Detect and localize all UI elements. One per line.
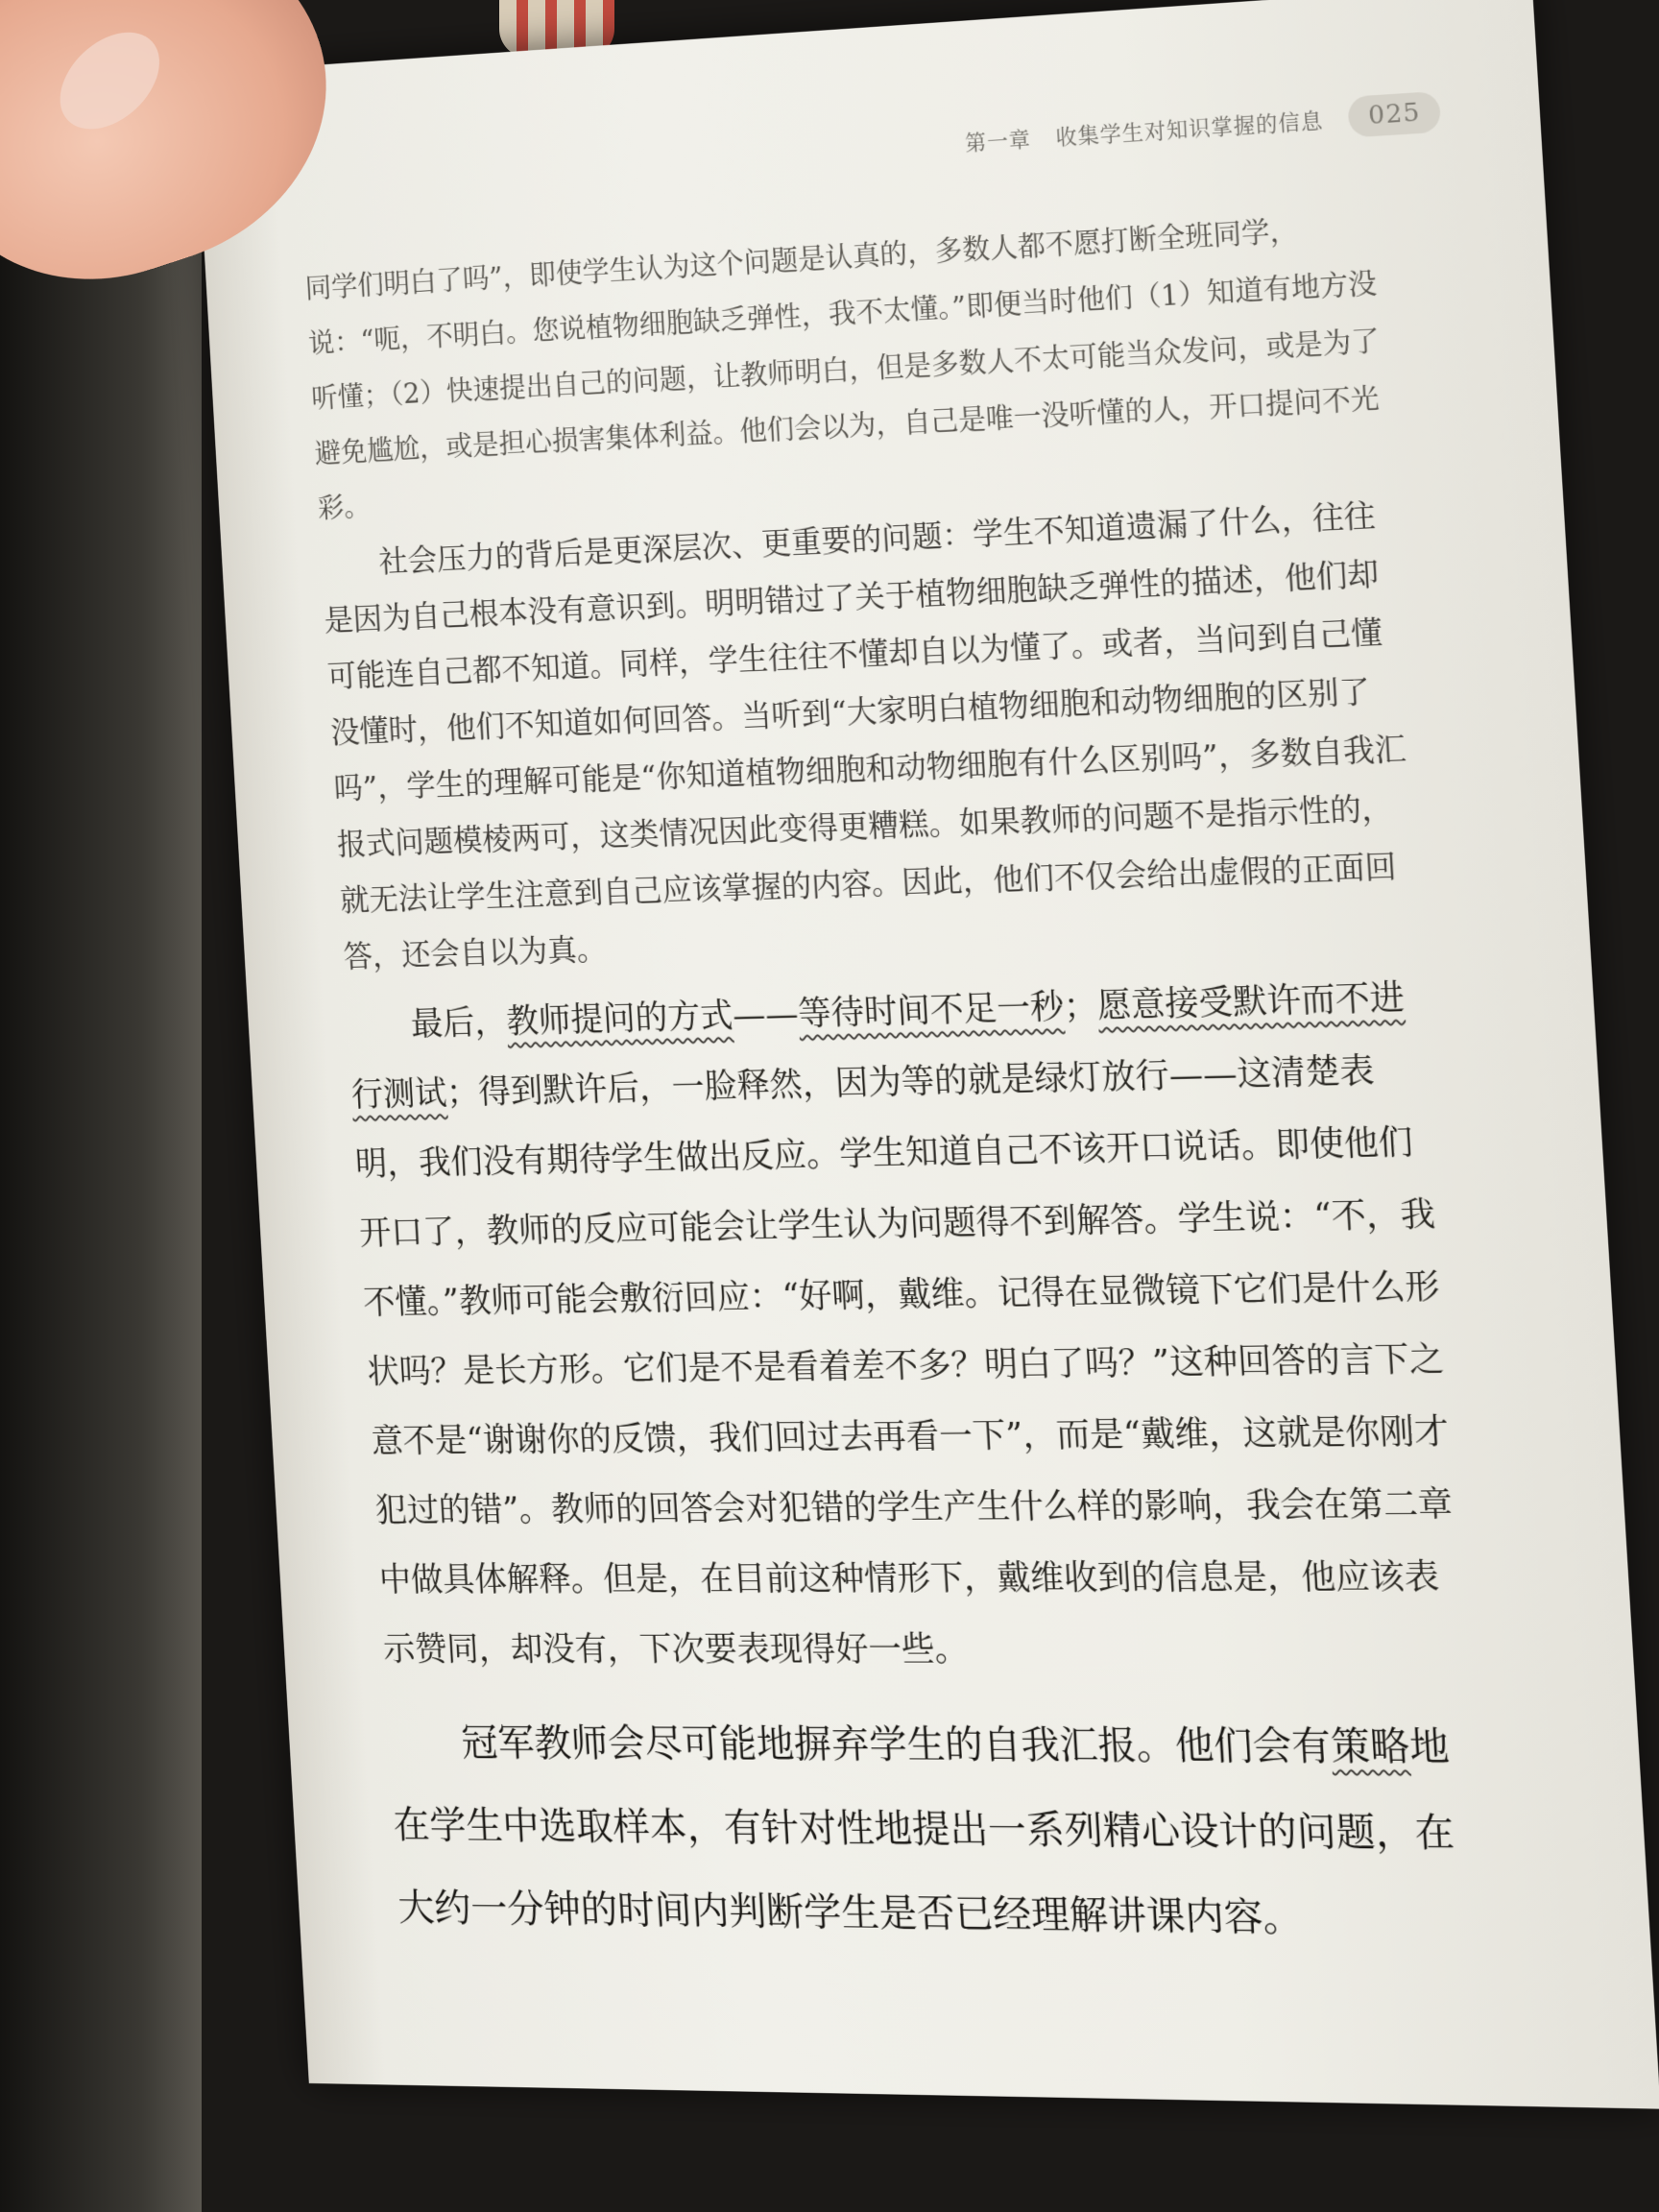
- paragraph-3: [346, 962, 1465, 1687]
- underlined-word: 策略: [1329, 1723, 1411, 1770]
- body-text: [303, 198, 1481, 1963]
- underlined-phrase-1: 教师提问的方式: [505, 997, 734, 1042]
- paragraph-1: 同学们明白了吗”，即使学生认为这个问题是认真的，多数人都不愿打断全班同学，说：“呃，不明白。您说植物细胞缺乏弹性，我不太懂。”即便当时他们（1）知道有地方没听懂；（2）快速提出自己的问题，让教师明白，但是多数人不太可能当众发问，或是为了避免尴尬，或是担心损害集体利益。他们会以为，自己是唯一没听懂的人，开口提问不光彩。: [303, 214, 1381, 525]
- book-page-wrapper: [194, 0, 1659, 2109]
- paragraph-2: 社会压力的背后是更深层次、更重要的问题：学生不知道遗漏了什么，往往是因为自己根本没有意识到。明明错过了关于植物细胞缺乏弹性的描述，他们却可能连自己都不知道。同样，学生往往不懂却自以为懂了。或者，当问到自己懂没懂时，他们不知道如何回答。当听到“大家明白植物细胞和动物细胞的区别了吗”，学生的理解可能是“你知道植物细胞和动物细胞有什么区别吗”，多数自我汇报式问题模棱两可，这类情况因此变得更糟糕。如果教师的问题不是指示性的，就无法让学生注意到自己应该掌握的内容。因此，他们不仅会给出虚假的正面回答，还会自以为真。: [323, 496, 1407, 974]
- left-page-edge: [0, 221, 202, 2212]
- book-page: [194, 0, 1659, 2109]
- p3-lead: 最后，: [409, 1003, 508, 1045]
- p4-lead: 冠军教师会尽可能地摒弃学生的自我汇报。他们会有: [460, 1720, 1333, 1769]
- underlined-phrase-3: 愿意接受默许而不进行测试: [350, 978, 1406, 1115]
- running-head: [964, 91, 1441, 162]
- page-number: 025: [1348, 91, 1442, 138]
- p3-rest: ；得到默许后，一脸释然，因为等的就是绿灯放行——这清楚表明，我们没有期待学生做出反应。学生知道自己不该开口说话。即使他们开口了，教师的反应可能会让学生认为问题得不到解答。学生说：“不，我不懂。”教师可能会敷衍回应：“好啊，戴维。记得在显微镜下它们是什么形状吗？是长方形。它们是不是看着差不多？明白了吗？”这种回答的言下之意不是“谢谢你的反馈，我们回过去再看一下”，而是“戴维，这就是你刚才犯过的错”。教师的回答会对犯错的学生产生什么样的影响，我会在第二章中做具体解释。但是，在目前这种情形下，戴维收到的信息是，他应该表示赞同，却没有，下次要表现得好一些。: [354, 1051, 1454, 1670]
- underlined-phrase-2: 等待时间不足一秒: [797, 988, 1066, 1034]
- paragraph-4: [386, 1701, 1481, 1963]
- thumbnail: [41, 13, 178, 148]
- p3-semicolon: ；: [1062, 987, 1099, 1027]
- chapter-label: 第一章: [964, 127, 1032, 156]
- p4-rest: 地在学生中选取样本，有针对性地提出一系列精心设计的问题，在大约一分钟的时间内判断学生是否已经理解讲课内容。: [392, 1724, 1456, 1941]
- chapter-title: 收集学生对知识掌握的信息: [1055, 108, 1325, 151]
- p3-dash: ——: [732, 995, 800, 1036]
